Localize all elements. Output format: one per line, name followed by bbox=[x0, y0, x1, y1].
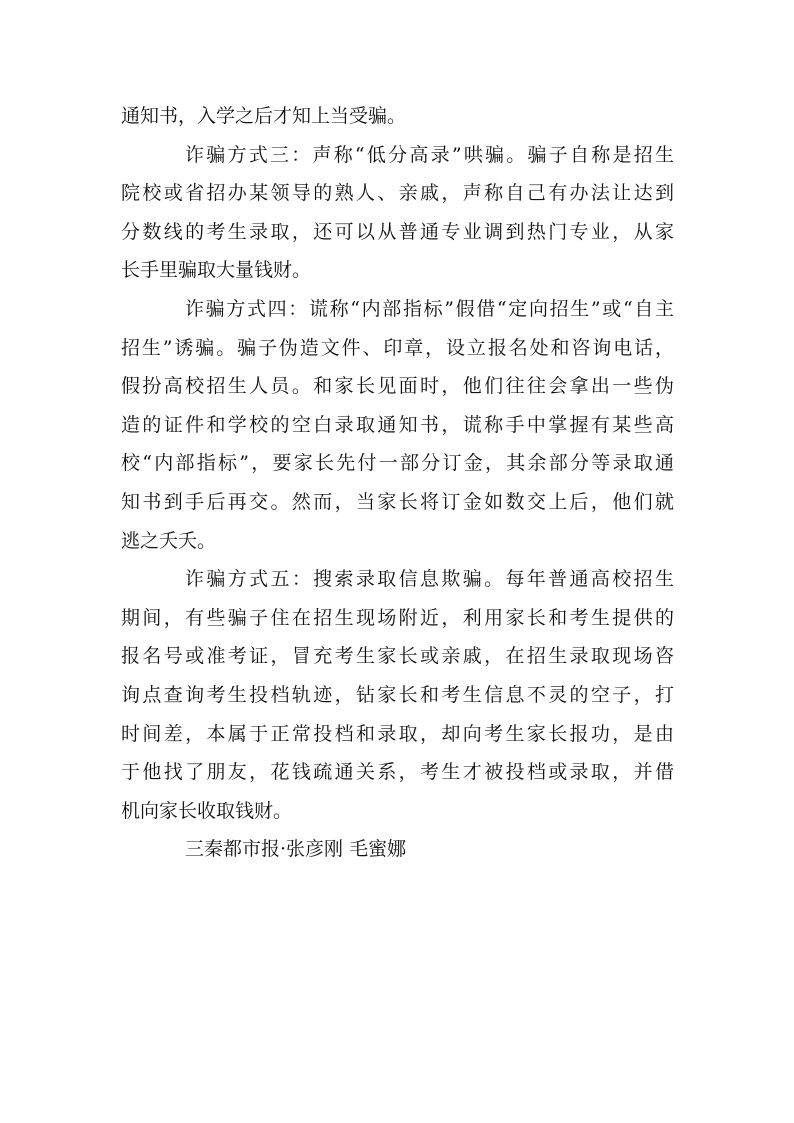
document-body bbox=[121, 97, 674, 869]
text-line: 分数线的考生录取，还可以从普通专业调到热门专业，从家 bbox=[121, 220, 674, 243]
text-line: 院校或省招办某领导的熟人、亲戚，声称自己有办法让达到 bbox=[121, 182, 674, 205]
paragraph-fraud-method-4 bbox=[121, 290, 674, 560]
text-line: 三秦都市报·张彦刚 毛蜜娜 bbox=[185, 838, 407, 861]
text-line: 通知书，入学之后才知上当受骗。 bbox=[121, 105, 407, 127]
text-line: 机向家长收取钱财。 bbox=[121, 799, 293, 822]
text-line: 长手里骗取大量钱财。 bbox=[121, 259, 312, 282]
paragraph-fraud-method-3 bbox=[121, 136, 674, 290]
text-line: 时间差，本属于正常投档和录取，却向考生家长报功，是由 bbox=[121, 722, 674, 745]
text-line: 报名号或准考证，冒充考生家长或亲戚，在招生录取现场咨 bbox=[121, 645, 674, 668]
paragraph-continuation bbox=[121, 97, 674, 136]
text-line: 招生”诱骗。骗子伪造文件、印章，设立报名处和咨询电话， bbox=[121, 336, 674, 359]
byline bbox=[121, 830, 674, 869]
text-line: 于他找了朋友，花钱疏通关系，考生才被投档或录取，并借 bbox=[121, 761, 674, 784]
text-line: 校“内部指标”，要家长先付一部分订金，其余部分等录取通 bbox=[121, 452, 674, 475]
text-line: 假扮高校招生人员。和家长见面时，他们往往会拿出一些伪 bbox=[121, 375, 674, 398]
paragraph-fraud-method-5 bbox=[121, 560, 674, 830]
text-line: 逃之夭夭。 bbox=[121, 529, 217, 552]
text-line: 期间，有些骗子住在招生现场附近，利用家长和考生提供的 bbox=[121, 606, 674, 629]
text-line: 诈骗方式五：搜索录取信息欺骗。每年普通高校招生 bbox=[185, 568, 674, 591]
text-line: 诈骗方式三：声称“低分高录”哄骗。骗子自称是招生 bbox=[185, 143, 674, 166]
text-line: 造的证件和学校的空白录取通知书，谎称手中掌握有某些高 bbox=[121, 413, 674, 436]
text-line: 诈骗方式四：谎称“内部指标”假借“定向招生”或“自主 bbox=[185, 297, 674, 320]
text-line: 知书到手后再交。然而，当家长将订金如数交上后，他们就 bbox=[121, 490, 674, 513]
text-line: 询点查询考生投档轨迹，钻家长和考生信息不灵的空子，打 bbox=[121, 683, 674, 706]
